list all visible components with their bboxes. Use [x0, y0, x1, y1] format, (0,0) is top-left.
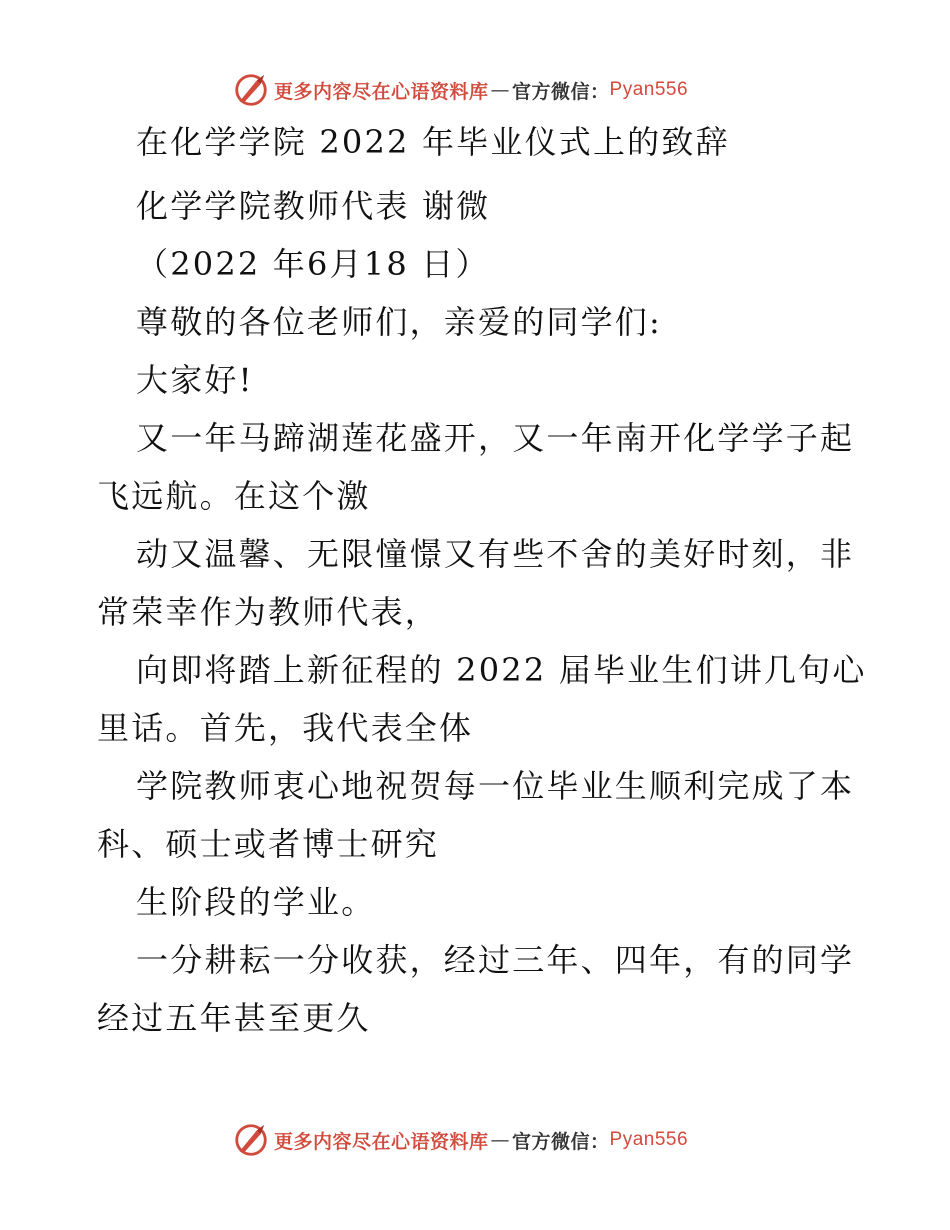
quill-logo-icon: [232, 71, 270, 109]
paragraph-line: 里话。首先，我代表全体: [97, 709, 474, 747]
paragraph-line: 常荣幸作为教师代表，: [97, 593, 440, 631]
paragraph-line: 飞远航。在这个激: [97, 477, 371, 515]
quill-logo-icon: [232, 1121, 270, 1159]
paragraph-line: 向即将踏上新征程的 2022 届毕业生们讲几句心: [136, 651, 867, 689]
watermark-wechat-id: Pyan556: [609, 1129, 689, 1150]
paragraph-line: 经过五年甚至更久: [97, 999, 371, 1037]
paragraph-line: 学院教师衷心地祝贺每一位毕业生顺利完成了本: [136, 767, 855, 805]
watermark-footer: [232, 1120, 688, 1160]
paragraph-line: 科、硕士或者博士研究: [97, 825, 440, 863]
paragraph-line: 生阶段的学业。: [136, 883, 376, 921]
speaker-line: 化学学院教师代表 谢微: [136, 187, 491, 225]
watermark-wechat-id: Pyan556: [609, 79, 689, 100]
speech-title: 在化学学院 2022 年毕业仪式上的致辞: [136, 123, 730, 161]
date-line: （2022 年6月18 日）: [136, 245, 490, 283]
watermark-site-text: 更多内容尽在心语资料库: [274, 1130, 489, 1153]
watermark-dash: —: [490, 79, 511, 101]
watermark-wechat-label: 官方微信：: [512, 80, 610, 103]
salutation-line: 尊敬的各位老师们，亲爱的同学们:: [136, 303, 662, 341]
watermark-site-text: 更多内容尽在心语资料库: [274, 80, 489, 103]
watermark-header: [232, 70, 688, 110]
paragraph-line: 动又温馨、无限憧憬又有些不舍的美好时刻，非: [136, 535, 855, 573]
paragraph-line: 一分耕耘一分收获，经过三年、四年，有的同学: [136, 941, 855, 979]
paragraph-line: 又一年马蹄湖莲花盛开，又一年南开化学学子起: [136, 419, 855, 457]
watermark-wechat-label: 官方微信：: [512, 1130, 610, 1153]
watermark-dash: —: [490, 1129, 511, 1151]
greeting-line: 大家好!: [136, 361, 254, 399]
